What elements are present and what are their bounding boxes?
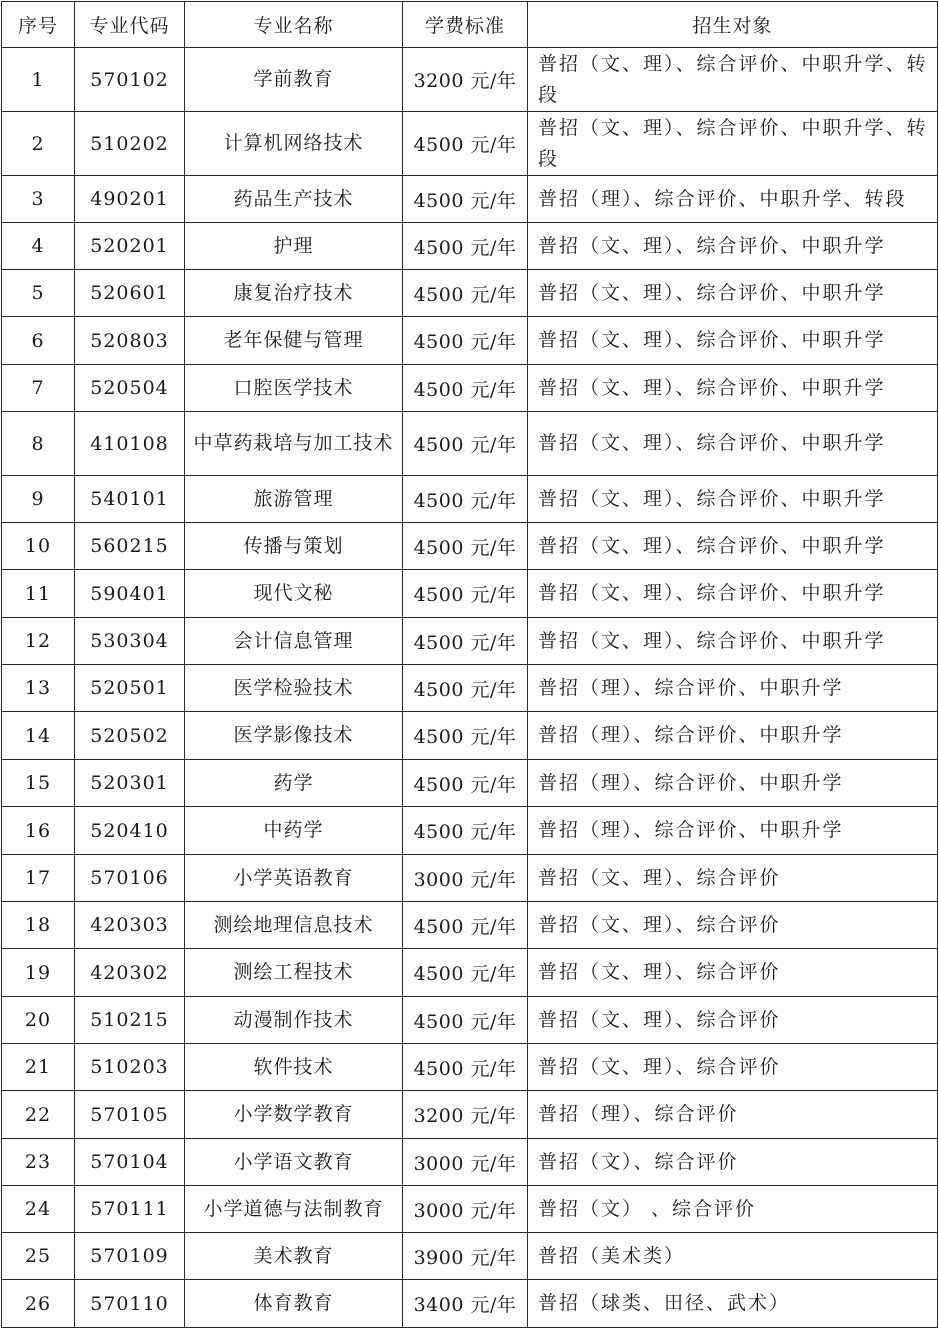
cell-name: 计算机网络技术: [185, 112, 403, 176]
table-row: [2, 1186, 938, 1233]
table-body: [2, 48, 938, 1328]
table-row: [2, 270, 938, 317]
table-row: [2, 902, 938, 949]
cell-target: 普招（文、理）、综合评价、中职升学: [528, 365, 938, 412]
cell-target: 普招（文、理）、综合评价、中职升学: [528, 476, 938, 523]
cell-name: 小学道德与法制教育: [185, 1186, 403, 1233]
cell-code: 570110: [75, 1280, 185, 1328]
cell-target: 普招（文、理）、综合评价: [528, 1044, 938, 1091]
cell-target: 普招（文、理）、综合评价、中职升学: [528, 223, 938, 270]
cell-index: 26: [2, 1280, 75, 1328]
cell-name: 体育教育: [185, 1280, 403, 1328]
cell-code: 570102: [75, 48, 185, 112]
table-row: [2, 855, 938, 902]
cell-index: 11: [2, 570, 75, 618]
table-row: [2, 223, 938, 270]
cell-target: 普招（文、理）、综合评价: [528, 997, 938, 1044]
cell-target: 普招（美术类）: [528, 1233, 938, 1280]
cell-target: 普招（理）、综合评价、中职升学: [528, 712, 938, 760]
cell-target: 普招（文、理）、综合评价: [528, 855, 938, 902]
cell-code: 570106: [75, 855, 185, 902]
cell-name: 医学影像技术: [185, 712, 403, 760]
cell-name: 口腔医学技术: [185, 365, 403, 412]
cell-code: 520501: [75, 665, 185, 712]
cell-target: 普招（文、理）、综合评价、中职升学: [528, 570, 938, 618]
cell-name: 小学数学教育: [185, 1091, 403, 1139]
cell-fee: 3900 元/年: [403, 1233, 528, 1280]
cell-name: 现代文秘: [185, 570, 403, 618]
cell-target: 普招（文、理）、综合评价、中职升学: [528, 317, 938, 365]
table-row: [2, 618, 938, 665]
cell-fee: 3400 元/年: [403, 1280, 528, 1328]
cell-target: 普招（文、理）、综合评价: [528, 902, 938, 949]
cell-code: 520504: [75, 365, 185, 412]
table-row: [2, 48, 938, 112]
cell-name: 医学检验技术: [185, 665, 403, 712]
cell-target: 普招（文）、综合评价: [528, 1139, 938, 1186]
cell-index: 16: [2, 807, 75, 855]
cell-index: 8: [2, 412, 75, 476]
cell-index: 25: [2, 1233, 75, 1280]
table-row: [2, 365, 938, 412]
table-row: [2, 523, 938, 570]
majors-table: [1, 1, 938, 1328]
cell-index: 14: [2, 712, 75, 760]
header-code: 专业代码: [75, 2, 185, 48]
cell-target: 普招（文） 、综合评价: [528, 1186, 938, 1233]
cell-index: 1: [2, 48, 75, 112]
cell-code: 570109: [75, 1233, 185, 1280]
cell-fee: 3200 元/年: [403, 48, 528, 112]
cell-target: 普招（文、理）、综合评价、中职升学: [528, 523, 938, 570]
cell-name: 测绘地理信息技术: [185, 902, 403, 949]
table-row: [2, 1280, 938, 1328]
cell-fee: 4500 元/年: [403, 223, 528, 270]
cell-code: 510202: [75, 112, 185, 176]
cell-name: 小学语文教育: [185, 1139, 403, 1186]
cell-fee: 4500 元/年: [403, 949, 528, 997]
table-row: [2, 317, 938, 365]
cell-fee: 4500 元/年: [403, 112, 528, 176]
cell-index: 10: [2, 523, 75, 570]
cell-target: 普招（理）、综合评价、中职升学、转段: [528, 176, 938, 223]
cell-target: 普招（文、理）、综合评价: [528, 949, 938, 997]
cell-name: 老年保健与管理: [185, 317, 403, 365]
cell-index: 24: [2, 1186, 75, 1233]
table-row: [2, 807, 938, 855]
table-row: [2, 1091, 938, 1139]
cell-target: 普招（理）、综合评价、中职升学: [528, 760, 938, 807]
cell-code: 520301: [75, 760, 185, 807]
cell-index: 7: [2, 365, 75, 412]
cell-fee: 4500 元/年: [403, 902, 528, 949]
cell-target: 普招（文、理）、综合评价、中职升学: [528, 618, 938, 665]
table-row: [2, 112, 938, 176]
cell-code: 410108: [75, 412, 185, 476]
cell-code: 490201: [75, 176, 185, 223]
cell-name: 旅游管理: [185, 476, 403, 523]
cell-index: 13: [2, 665, 75, 712]
cell-name: 软件技术: [185, 1044, 403, 1091]
cell-fee: 4500 元/年: [403, 412, 528, 476]
header-fee: 学费标准: [403, 2, 528, 48]
cell-code: 560215: [75, 523, 185, 570]
cell-fee: 3000 元/年: [403, 1139, 528, 1186]
cell-name: 康复治疗技术: [185, 270, 403, 317]
table-row: [2, 570, 938, 618]
header-index: 序号: [2, 2, 75, 48]
cell-target: 普招（文、理）、综合评价、中职升学、转段: [528, 112, 938, 176]
cell-fee: 4500 元/年: [403, 712, 528, 760]
cell-name: 测绘工程技术: [185, 949, 403, 997]
cell-target: 普招（理）、综合评价、中职升学: [528, 807, 938, 855]
cell-index: 22: [2, 1091, 75, 1139]
cell-index: 18: [2, 902, 75, 949]
cell-name: 护理: [185, 223, 403, 270]
cell-index: 12: [2, 618, 75, 665]
cell-name: 中药学: [185, 807, 403, 855]
cell-name: 药品生产技术: [185, 176, 403, 223]
table-row: [2, 949, 938, 997]
cell-fee: 4500 元/年: [403, 476, 528, 523]
table-row: [2, 665, 938, 712]
cell-name: 中草药栽培与加工技术: [185, 412, 403, 476]
table-row: [2, 476, 938, 523]
cell-code: 570111: [75, 1186, 185, 1233]
cell-index: 21: [2, 1044, 75, 1091]
cell-fee: 4500 元/年: [403, 997, 528, 1044]
table-header: [2, 2, 938, 48]
cell-index: 3: [2, 176, 75, 223]
header-name: 专业名称: [185, 2, 403, 48]
cell-target: 普招（文、理）、综合评价、中职升学、转段: [528, 48, 938, 112]
cell-name: 学前教育: [185, 48, 403, 112]
cell-fee: 4500 元/年: [403, 270, 528, 317]
cell-fee: 4500 元/年: [403, 317, 528, 365]
cell-code: 590401: [75, 570, 185, 618]
cell-code: 420302: [75, 949, 185, 997]
cell-code: 570105: [75, 1091, 185, 1139]
cell-index: 23: [2, 1139, 75, 1186]
cell-code: 520502: [75, 712, 185, 760]
cell-target: 普招（球类、田径、武术）: [528, 1280, 938, 1328]
cell-code: 520601: [75, 270, 185, 317]
cell-code: 420303: [75, 902, 185, 949]
cell-code: 520410: [75, 807, 185, 855]
cell-code: 520803: [75, 317, 185, 365]
cell-index: 15: [2, 760, 75, 807]
cell-code: 570104: [75, 1139, 185, 1186]
cell-fee: 4500 元/年: [403, 665, 528, 712]
cell-fee: 4500 元/年: [403, 365, 528, 412]
table-row: [2, 1139, 938, 1186]
cell-fee: 3200 元/年: [403, 1091, 528, 1139]
table-row: [2, 1044, 938, 1091]
cell-index: 19: [2, 949, 75, 997]
cell-name: 传播与策划: [185, 523, 403, 570]
table-row: [2, 760, 938, 807]
cell-fee: 4500 元/年: [403, 1044, 528, 1091]
table-row: [2, 1233, 938, 1280]
cell-target: 普招（理）、综合评价: [528, 1091, 938, 1139]
cell-name: 动漫制作技术: [185, 997, 403, 1044]
cell-index: 20: [2, 997, 75, 1044]
cell-target: 普招（文、理）、综合评价、中职升学: [528, 270, 938, 317]
cell-index: 6: [2, 317, 75, 365]
cell-index: 17: [2, 855, 75, 902]
table-row: [2, 997, 938, 1044]
cell-fee: 4500 元/年: [403, 807, 528, 855]
table-row: [2, 412, 938, 476]
cell-name: 药学: [185, 760, 403, 807]
cell-code: 510203: [75, 1044, 185, 1091]
cell-index: 2: [2, 112, 75, 176]
cell-fee: 4500 元/年: [403, 570, 528, 618]
cell-code: 530304: [75, 618, 185, 665]
cell-index: 9: [2, 476, 75, 523]
cell-name: 会计信息管理: [185, 618, 403, 665]
cell-code: 520201: [75, 223, 185, 270]
cell-target: 普招（理）、综合评价、中职升学: [528, 665, 938, 712]
cell-fee: 4500 元/年: [403, 760, 528, 807]
cell-index: 5: [2, 270, 75, 317]
cell-index: 4: [2, 223, 75, 270]
table-row: [2, 176, 938, 223]
cell-fee: 4500 元/年: [403, 618, 528, 665]
cell-fee: 4500 元/年: [403, 523, 528, 570]
header-row: [2, 2, 938, 48]
cell-code: 510215: [75, 997, 185, 1044]
table-row: [2, 712, 938, 760]
cell-target: 普招（文、理）、综合评价、中职升学: [528, 412, 938, 476]
cell-name: 美术教育: [185, 1233, 403, 1280]
header-target: 招生对象: [528, 2, 938, 48]
cell-code: 540101: [75, 476, 185, 523]
cell-name: 小学英语教育: [185, 855, 403, 902]
cell-fee: 4500 元/年: [403, 176, 528, 223]
cell-fee: 3000 元/年: [403, 855, 528, 902]
cell-fee: 3000 元/年: [403, 1186, 528, 1233]
